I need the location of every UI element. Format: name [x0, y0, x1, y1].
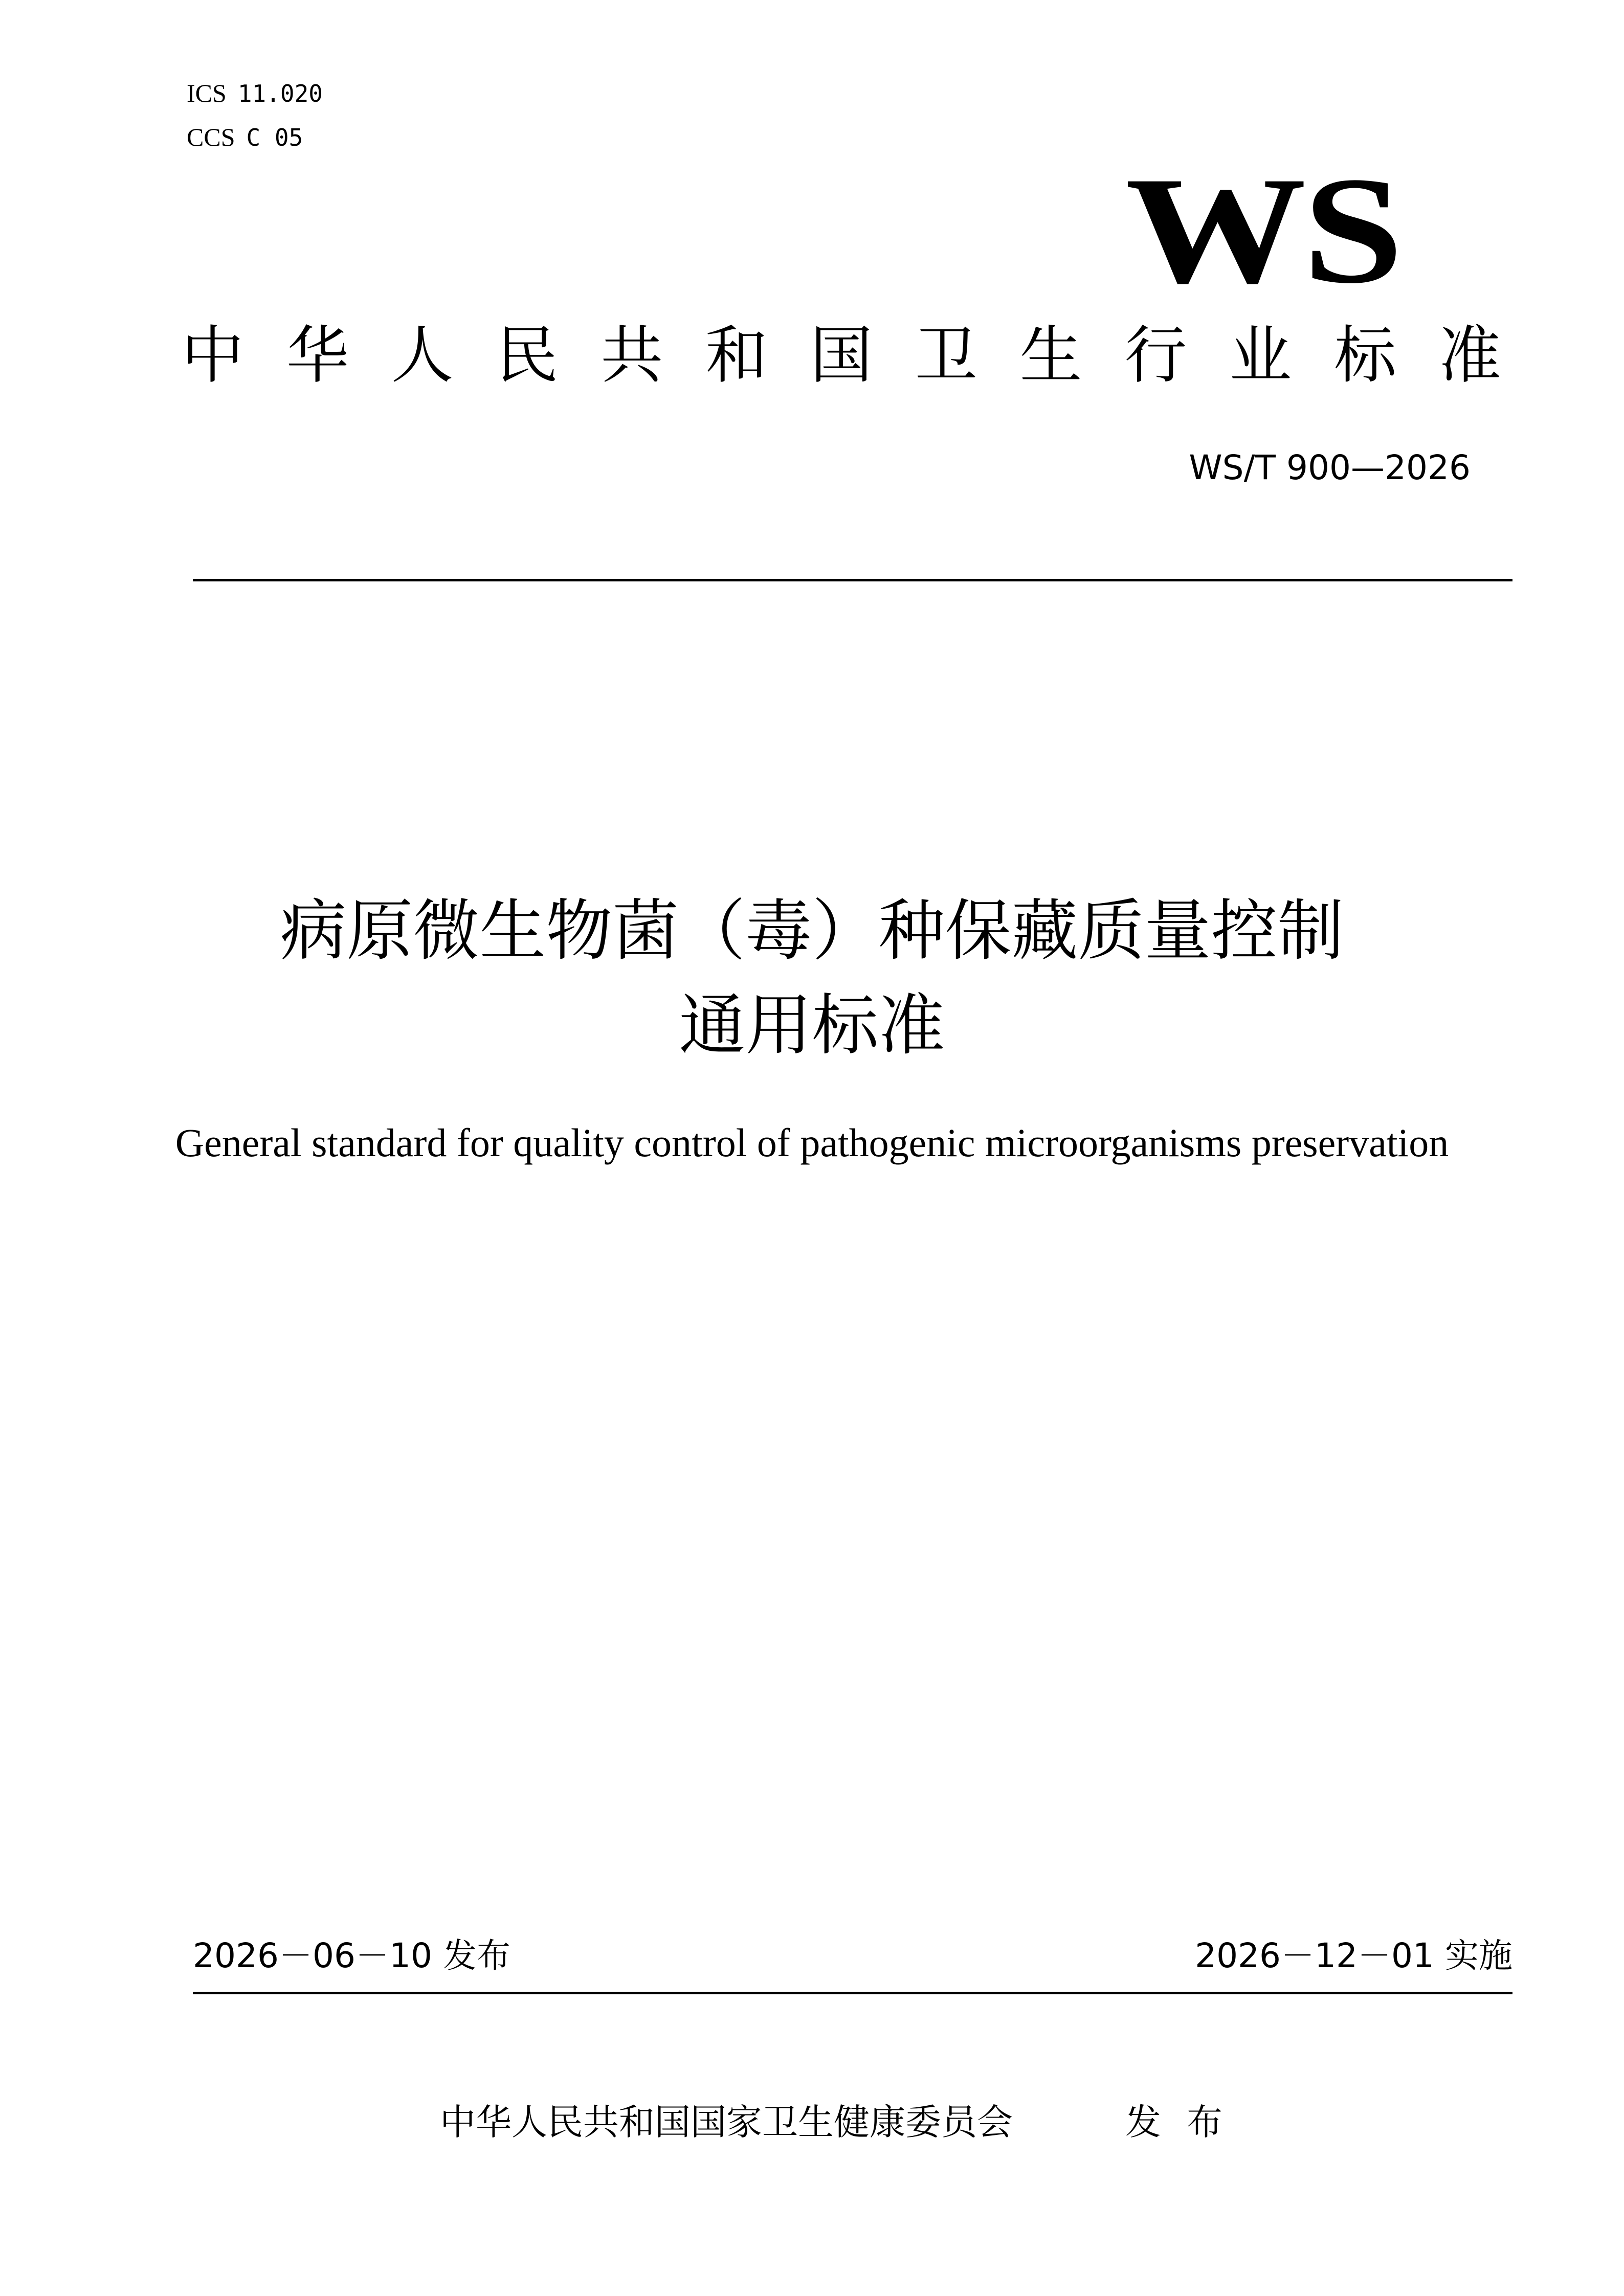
category-char: 卫: [915, 319, 977, 392]
category-char: 华: [286, 319, 349, 392]
ccs-classification: [187, 122, 303, 153]
category-char: 共: [600, 319, 663, 392]
category-char: 人: [391, 319, 454, 392]
category-char: 中: [182, 319, 244, 392]
english-title: General standard for quality control of pathogenic microorganisms preservation: [175, 1120, 1449, 1165]
standard-category-title: [182, 317, 1501, 394]
issue-action: 发布: [1125, 2101, 1248, 2143]
ws-logo: WS: [1125, 145, 1400, 315]
category-char: 国: [810, 319, 873, 392]
category-char: 业: [1229, 319, 1292, 392]
header-divider: [193, 579, 1512, 581]
ccs-code: C 05: [246, 124, 303, 151]
ccs-label: CCS: [187, 123, 235, 151]
document-title-line-1: 病原微生物菌（毒）种保藏质量控制: [280, 892, 1344, 970]
ics-classification: [187, 78, 323, 109]
issuing-authority: 中华人民共和国国家卫生健康委员会: [440, 2101, 1013, 2143]
issue-date: 2026－06－10 发布: [193, 1936, 510, 1975]
category-char: 标: [1334, 319, 1397, 392]
category-char: 准: [1438, 319, 1501, 392]
category-char: 行: [1124, 319, 1187, 392]
standard-number: WS/T 900—2026: [1189, 448, 1471, 487]
category-char: 民: [496, 319, 559, 392]
category-char: 生: [1019, 319, 1082, 392]
ics-code: 11.020: [237, 80, 323, 107]
implementation-date: 2026－12－01 实施: [1195, 1936, 1512, 1975]
ics-label: ICS: [187, 79, 227, 107]
footer-divider: [193, 1992, 1512, 1994]
document-title-line-2: 通用标准: [679, 986, 945, 1064]
category-char: 和: [705, 319, 768, 392]
